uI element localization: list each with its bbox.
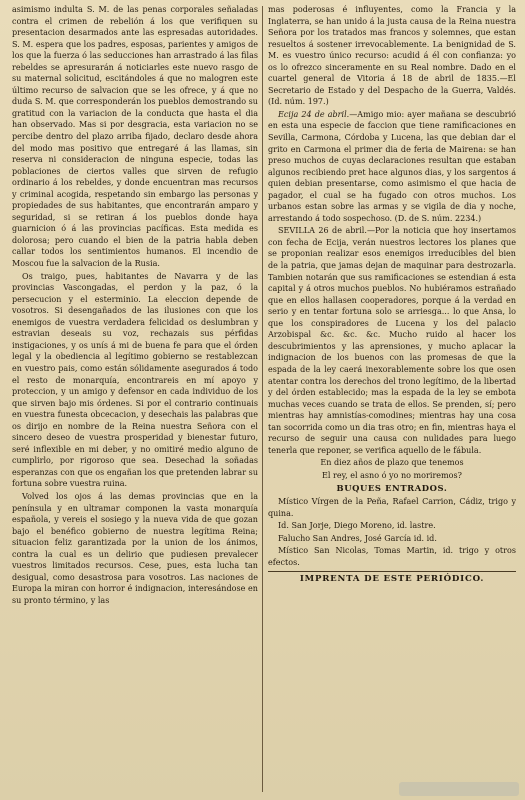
- ship-entry: Místico Vírgen de la Peña, Rafael Carrion, Cádiz, trigo y quina.: [268, 496, 516, 518]
- sevilla-text: —Por la noticia que hoy insertamos con fecha de Ecija, verán nuestros lectores los planes que se proponian realizar esos enemigos irreducibles del bien de la patria, que jamas dejan de maquinar para destrozarla. Tambien notarán que sus ramificaciones se estendian á esta capital y á otros muchos pueblos. No hubiéramos estrañado que en ellos hallasen cooperadores, porque á la verdad en serio y en tentar fortuna solo se arriesga... lo que Ansa, lo que los conspiradores de Lucena y los del palacio Arzobispal &c. &c. &c. Mucho ruido al hacer los descubrimientos y las aprensiones, y mucho aplacar la indignacion de los buenos con las promesas de que la espada de la ley caerá inexorablemente sobre los que osen atentar contra los derechos del trono legítimo, de la libertad y del órden establecido; mas la espada de la ley se embota muchas veces cuando se trata de ellos. Se prenden, sí; pero mientras hay amnistías-comodines; mientras hay una cosa tan socorrida como un dia tras otro; en fin, mientras haya el recurso de seguir una causa con nulidades para luego tenerla que reponer, se verifica aquello de le fábula.: [268, 226, 516, 455]
- paragraph-proclamation-2: Os traigo, pues, habitantes de Navarra y de las provincias Vascongadas, el perdon y la paz, ó la persecucion y el esterminio. La eleccion depende de vosotros. Si desengañados de las ilusiones con que los enemigos de vuestra verdadera felicidad os deslumbran y estravian deseais su voz, rechazais sus pérfidas instigaciones, y os unís á mi de buena fe para que el órden legal y la obediencia al legítimo gobierno se restablezcan en vuestro pais, como están sólidamente asegurados á todo el resto de monarquía, encontrareis en mí apoyo y proteccion, y un amigo y defensor en cada individuo de los que sirven bajo mis órdenes. Si por el contrario continuais en vuestra funesta obcecacion, y desechais las palabras que os dirijo en nombre de la Reina nuestra Señora con el sincero deseo de vuestra prosperidad y bienestar futuro, seré inflexible en mi deber, y no omitiré medio alguno de cumplirlo, por rigoroso que sea. Desechad la soñadas esperanzas con que os engañan los que pretenden labrar su fortuna sobre vuestra ruina.: [12, 271, 258, 489]
- shipping-heading: BUQUES ENTRADOS.: [336, 483, 448, 494]
- ecija-news-item: [268, 109, 516, 224]
- paragraph-proclamation-3: Volved los ojos á las demas provincias que en la península y en ultramar componen la vasta monarquía española, y vereis el sosiego y la nueva vida de que gozan bajo el benéfico gobierno de nuestra legítima Reina; situacion feliz garantizada por la union de los ánimos, contra la cual es un delirio que pudiesen prevalecer vuestros limitados recursos. Cese, pues, esta lucha tan desigual, como desastrosa para vosotros. Las naciones de Europa la miran con horror é indignacion, interesándose en su pronto término, y las: [12, 491, 258, 605]
- ship-entry: Falucho San Andres, José García id. id.: [278, 533, 437, 543]
- proclamation-continuation: mas poderosas é influyentes, como la Francia y la Inglaterra, se han unido á la justa causa de la Reina nuestra Señora por los tratados mas francos y solemnes, que estan resueltos á sostener irrevocablemente. La benignidad de S. M. es vuestro único recurso: acudid á él con confianza: yo os lo ofrezco sinceramente en su Real nombre. Dado en el cuartel general de Vitoria á 18 de abril de 1835.—El Secretario de Estado y del Despacho de la Guerra, Valdés. (Id. núm. 197.): [268, 5, 516, 107]
- ecija-text: —Amigo mio: ayer mañana se descubrió en esta una especie de faccion que tiene ramificaciones en Sevilla, Carmona, Córdoba y Lucena, las que debian dar el grito en Carmona el primer dia de feria de Mairena: se han preso muchos de cuyas declaraciones resultan que estaban algunos recibiendo pret hace algunos dias, y los sargentos á quien debian presentarse, como asimismo el que hacia de pagador, el cual se ha fugado con otros muchos. Los urbanos estan sobre las armas y se vigila de dia y noche, arrestando á todo sospechoso. (D. de S. núm. 2234.): [268, 109, 516, 223]
- ecija-dateline: Ecija 24 de abril.: [278, 109, 350, 119]
- sevilla-news-item: [268, 225, 516, 456]
- sevilla-dateline: SEVILLA 26 de abril.: [278, 226, 367, 236]
- ship-entry: Místico San Nicolas, Tomas Martin, id. trigo y otros efectos.: [268, 546, 516, 567]
- right-column: [268, 4, 516, 794]
- library-stamp-mark: [399, 782, 519, 796]
- ship-entry: Id. San Jorje, Diego Moreno, id. lastre.: [278, 521, 436, 531]
- column-divider: [262, 6, 263, 792]
- printer-imprint: IMPRENTA DE ESTE PERIÓDICO.: [268, 571, 516, 586]
- verse-line-1: En diez años de plazo que tenemos: [320, 458, 464, 468]
- left-column: [12, 4, 258, 794]
- verse-line-2: El rey, el asno ó yo no moriremos?: [322, 470, 462, 480]
- paragraph-proclamation-1: asimismo indulta S. M. de las penas corporales señaladas contra el crimen de rebelión á los que verifiquen su presentacion desarmados ante las espresadas autoridades. S. M. espera que los padres, esposas, parientes y amigos de los que la fuerza ó las seducciones han arrastrado á las filas rebeldes se apresurarán á noticiarles este nuevo rasgo de su maternal solicitud, escitándoles á que no malogren este último recurso de salvacion que se les ofrece, y á que no duda S. M. que corresponderán los pueblos demostrando su gratitud con la variacion de la conducta que hasta el dia han observado. Mas si por desgracia, esta variacion no se percibe dentro del plazo arriba fijado, declaro desde ahora del modo mas positivo que entregaré á las llamas, sin reserva ni consideracion de ninguna especie, todas las poblaciones de ciertos valles que sirven de refugio ordinario á los rebeldes, y donde encuentran mas recursos y criminal acogida, respetando sin embargo las personas y propiedades de sus habitantes, que encontrarán amparo y seguridad, si se retiran á los pueblos donde haya guarnicion ó á las provincias pacíficas. Esta medida es dolorosa; pero cuando el bien de la patria habla deben callar todos los sentimientos humanos. El incendio de Moscou fue la salvacion de la Rusia.: [12, 5, 258, 269]
